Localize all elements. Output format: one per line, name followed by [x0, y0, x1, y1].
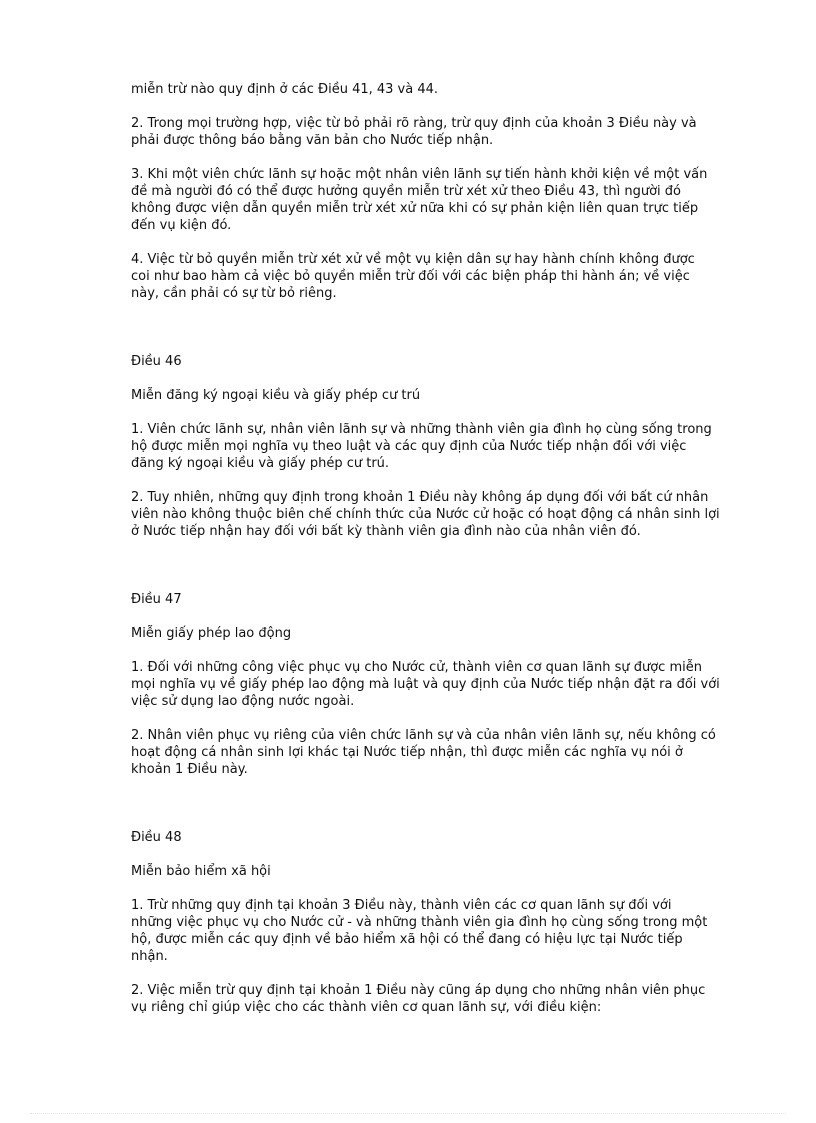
paragraph: 4. Việc từ bỏ quyền miễn trừ xét xử về một vụ kiện dân sự hay hành chính không được coi như bao hàm cả việc bỏ quyền miễn trừ đối với các biện pháp thi hành án; về việc này, cần phải có sự từ bỏ riêng.	[131, 252, 695, 301]
paragraph: 3. Khi một viên chức lãnh sự hoặc một nhân viên lãnh sự tiến hành khởi kiện về một vấn đề mà người đó có thể được hưởng quyền miễn trừ xét xử theo Điều 43, thì người đó không được viện dẫn quyền miễn trừ xét xử nữa khi có sự phản kiện liên quan trực tiếp đến vụ kiện đó.	[131, 167, 708, 233]
article-title: Miễn bảo hiểm xã hội	[131, 864, 271, 879]
section-spacer	[131, 319, 751, 353]
paragraph: 1. Đối với những công việc phục vụ cho Nước cử, thành viên cơ quan lãnh sự được miễn mọi nghĩa vụ về giấy phép lao động mà luật và quy định của Nước tiếp nhận đặt ra đối với việc sử dụng lao động nước ngoài.	[131, 660, 720, 709]
paragraph: miễn trừ nào quy định ở các Điều 41, 43 và 44.	[131, 82, 439, 97]
article-number: Điều 47	[131, 592, 182, 607]
document-body	[131, 81, 751, 1033]
paragraph: 2. Tuy nhiên, những quy định trong khoản 1 Điều này không áp dụng đối với bất cứ nhân viên nào không thuộc biên chế chính thức của Nước cử hoặc có hoạt động cá nhân sinh lợi ở Nước tiếp nhận hay đối với bất kỳ thành viên gia đình nào của nhân viên đó.	[131, 490, 720, 539]
page-bottom-border	[30, 1113, 786, 1114]
paragraph: 1. Trừ những quy định tại khoản 3 Điều này, thành viên các cơ quan lãnh sự đối với những việc phục vụ cho Nước cử - và những thành viên gia đình họ cùng sống trong một hộ, được miễn các quy định về bảo hiểm xã hội có thể đang có hiệu lực tại Nước tiếp nhận.	[131, 898, 708, 964]
section-spacer	[131, 795, 751, 829]
section-spacer	[131, 557, 751, 591]
article-title: Miễn đăng ký ngoại kiều và giấy phép cư trú	[131, 388, 421, 403]
paragraph: 1. Viên chức lãnh sự, nhân viên lãnh sự và những thành viên gia đình họ cùng sống trong hộ được miễn mọi nghĩa vụ theo luật và các quy định của Nước tiếp nhận đối với việc đăng ký ngoại kiều và giấy phép cư trú.	[131, 422, 712, 471]
article-title: Miễn giấy phép lao động	[131, 626, 292, 641]
article-number: Điều 46	[131, 354, 182, 369]
paragraph: 2. Nhân viên phục vụ riêng của viên chức lãnh sự và của nhân viên lãnh sự, nếu không có hoạt động cá nhân sinh lợi khác tại Nước tiếp nhận, thì được miễn các nghĩa vụ nói ở khoản 1 Điều này.	[131, 728, 716, 777]
paragraph: 2. Trong mọi trường hợp, việc từ bỏ phải rõ ràng, trừ quy định của khoản 3 Điều này và phải được thông báo bằng văn bản cho Nước tiếp nhận.	[131, 116, 697, 148]
article-number: Điều 48	[131, 830, 182, 845]
paragraph: 2. Việc miễn trừ quy định tại khoản 1 Điều này cũng áp dụng cho những nhân viên phục vụ riêng chỉ giúp việc cho các thành viên cơ quan lãnh sự, với điều kiện:	[131, 983, 706, 1015]
